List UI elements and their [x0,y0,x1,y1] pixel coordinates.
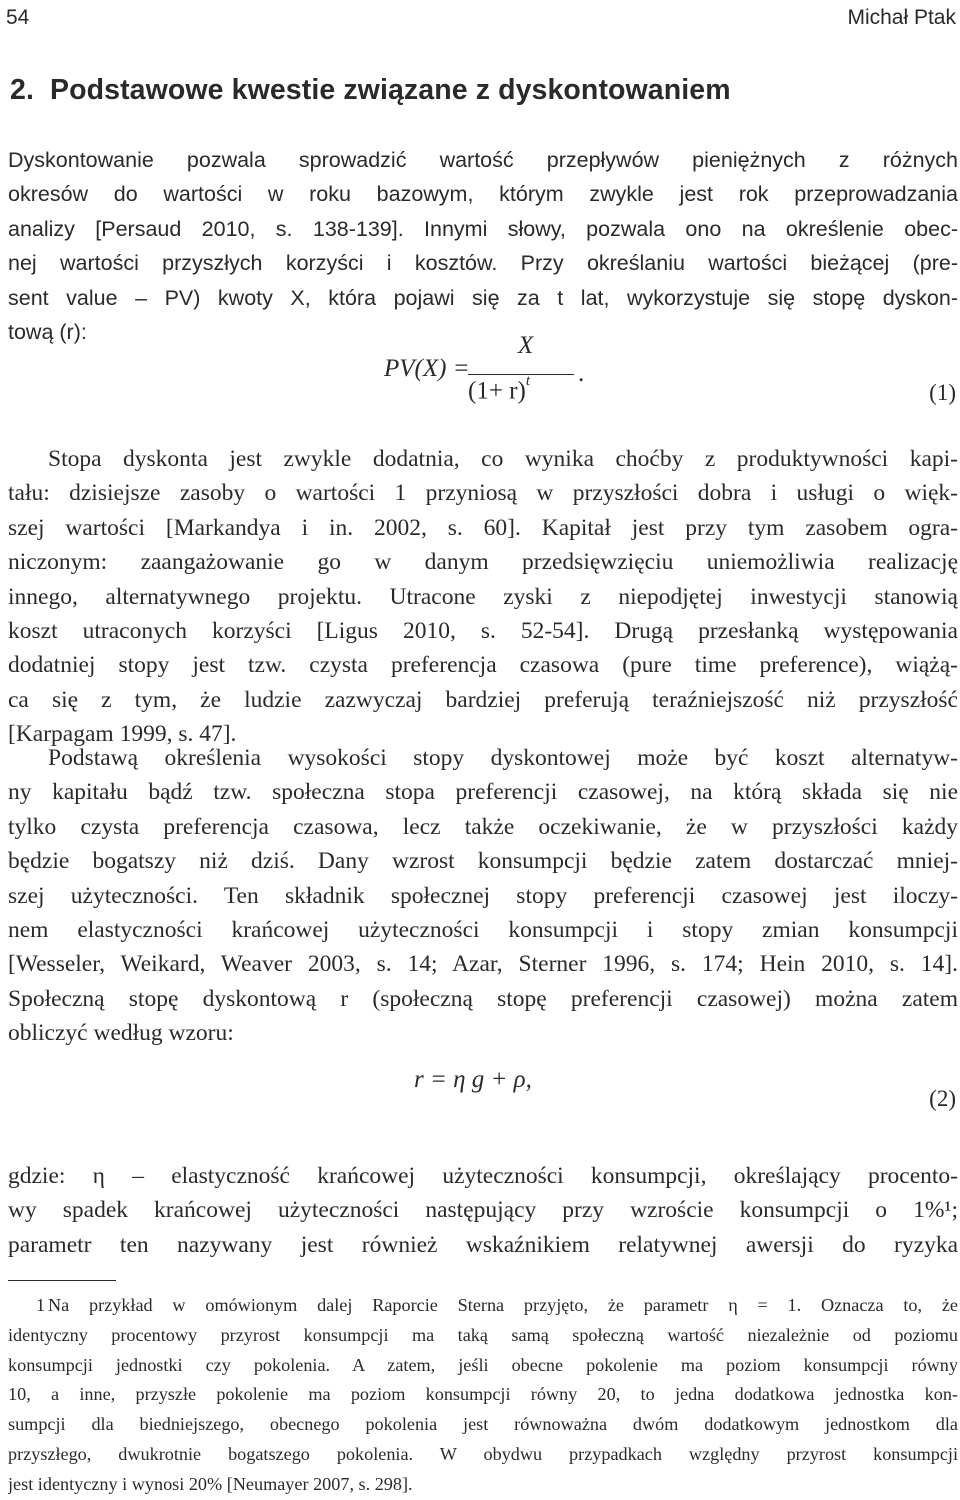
equation-2-number: (2) [929,1086,956,1111]
text-line: ca się z tym, że ludzie zazwyczaj bardziej preferują teraźniejszość niż przyszłość [8,686,958,713]
text-line: dodatniej stopy jest tzw. czysta preferencja czasowa (pure time preference), wiążą- [8,652,958,679]
equation-1-dot: . [578,360,585,387]
text-line: jest identyczny i wynosi 20% [Neumayer 2007, s. 298]. [8,1473,413,1494]
text-line: identyczny procentowy przyrost konsumpcji ma taką samą społeczną wartość niezależnie od poziomu [8,1324,958,1345]
fraction-bar [468,374,574,375]
text-line: Stopa dyskonta jest zwykle dodatnia, co wynika choćby z produktywności kapi- [48,446,958,472]
running-header-author: Michał Ptak [847,6,956,29]
equation-1-fraction [468,332,588,412]
text-line: wy spadek krańcowej użyteczności następujący przy wzroście konsumpcji o 1%¹; [8,1197,958,1224]
paragraph-intro [8,143,958,349]
text-line: koszt utraconych korzyści [Ligus 2010, s. 52-54]. Drugą przesłanką występowania [8,618,958,645]
text-line: przyszłego, dwukrotnie bogatszego pokolenia. W obydwu przypadkach względny przyrost konsumpcji [8,1443,958,1464]
paragraph-where [8,1159,958,1262]
text-line: tału: dzisiejsze zasoby o wartości 1 przyniosą w przyszłości dobra i usługi o więk- [8,480,958,507]
text-line: analizy [Persaud 2010, s. 138-139]. Innymi słowy, pozwala ono na określenie obec- [8,216,958,241]
text-line: okresów do wartości w roku bazowym, którym zwykle jest rok przeprowadzania [8,182,958,207]
text-line: Podstawą określenia wysokości stopy dyskontowej może być koszt alternatyw- [48,745,958,771]
text-line: nej wartości przyszłych korzyści i kosztów. Przy określaniu wartości bieżącej (pre- [8,251,958,276]
text-line: tową (r): [8,320,87,345]
section-heading: 2. Podstawowe kwestie związane z dyskontowaniem [10,74,731,106]
text-line: tylko czysta preferencja czasowa, lecz także oczekiwanie, że w przyszłości każdy [8,813,958,840]
text-line: sent value – PV) kwoty X, która pojawi się za t lat, wykorzystuje się stopę dyskon- [8,285,958,310]
footnote [8,1291,958,1500]
text-line: będzie bogatszy niż dziś. Dany wzrost konsumpcji będzie zatem dostarczać mniej- [8,848,958,875]
text-line: Dyskontowanie pozwala sprowadzić wartość przepływów pieniężnych z różnych [8,148,958,172]
text-line: 1 Na przykład w omówionym dalej Raporcie Sterna przyjęto, że parametr η = 1. Oznacza to, że [8,1291,958,1321]
text-line: 10, a inne, przyszłe pokolenie ma poziom konsumpcji równy 20, to jedna dodatkowa jednostka kon- [8,1384,958,1405]
equation-1-denominator: $(1+ r)^t$ [468,373,530,405]
text-line: innego, alternatywnego projektu. Utracone zyski z niepodjętej inwestycji stanowią [8,583,958,610]
equation-1-lhs: PV(X) = [384,355,470,382]
page-number: 54 [6,6,30,29]
equation-2: r = η g + ρ, [414,1066,532,1093]
text-line: Społeczną stopę dyskontową r (społeczną stopę preferencji czasowej) można zatem [8,985,958,1012]
text-line: szej użyteczności. Ten składnik społecznej stopy preferencji czasowej jest iloczy- [8,882,958,909]
text-line: sumpcji dla biedniejszego, obecnego pokolenia jest równoważna dwóm dodatkowym jednostkom dla [8,1414,958,1435]
text-line: parametr ten nazywany jest również wskaźnikiem relatywnej awersji do ryzyka [8,1231,958,1258]
text-line: obliczyć według wzoru: [8,1020,234,1047]
text-line: [Karpagam 1999, s. 47]. [8,721,237,748]
text-line: niczonym: zaangażowanie go w danym przedsięwzięciu uniemożliwia realizację [8,549,958,576]
text-line: nem elastyczności krańcowej użyteczności konsumpcji i stopy zmian konsumpcji [8,917,958,944]
text-line: szej wartości [Markandya i in. 2002, s. 60]. Kapitał jest przy tym zasobem ogra- [8,514,958,541]
equation-1-number: (1) [929,380,956,405]
paragraph-social-rate [8,741,958,1051]
text-line: ny kapitału bądź tzw. społeczna stopa preferencji czasowej, na którą składa się nie [8,779,958,806]
footnote-separator [8,1280,116,1281]
text-line: konsumpcji jednostki czy pokolenia. A zatem, jeśli obecne pokolenie ma poziom konsumpcji równy [8,1354,958,1375]
text-line: gdzie: η – elastyczność krańcowej użyteczności konsumpcji, określający procento- [8,1163,958,1189]
text-line: [Wesseler, Weikard, Weaver 2003, s. 14; Azar, Sterner 1996, s. 174; Hein 2010, s. 14]. [8,951,958,978]
paragraph-discount-rate [8,442,958,752]
footnote-marker: 1 [36,1295,46,1315]
equation-1-numerator: X [518,332,534,359]
